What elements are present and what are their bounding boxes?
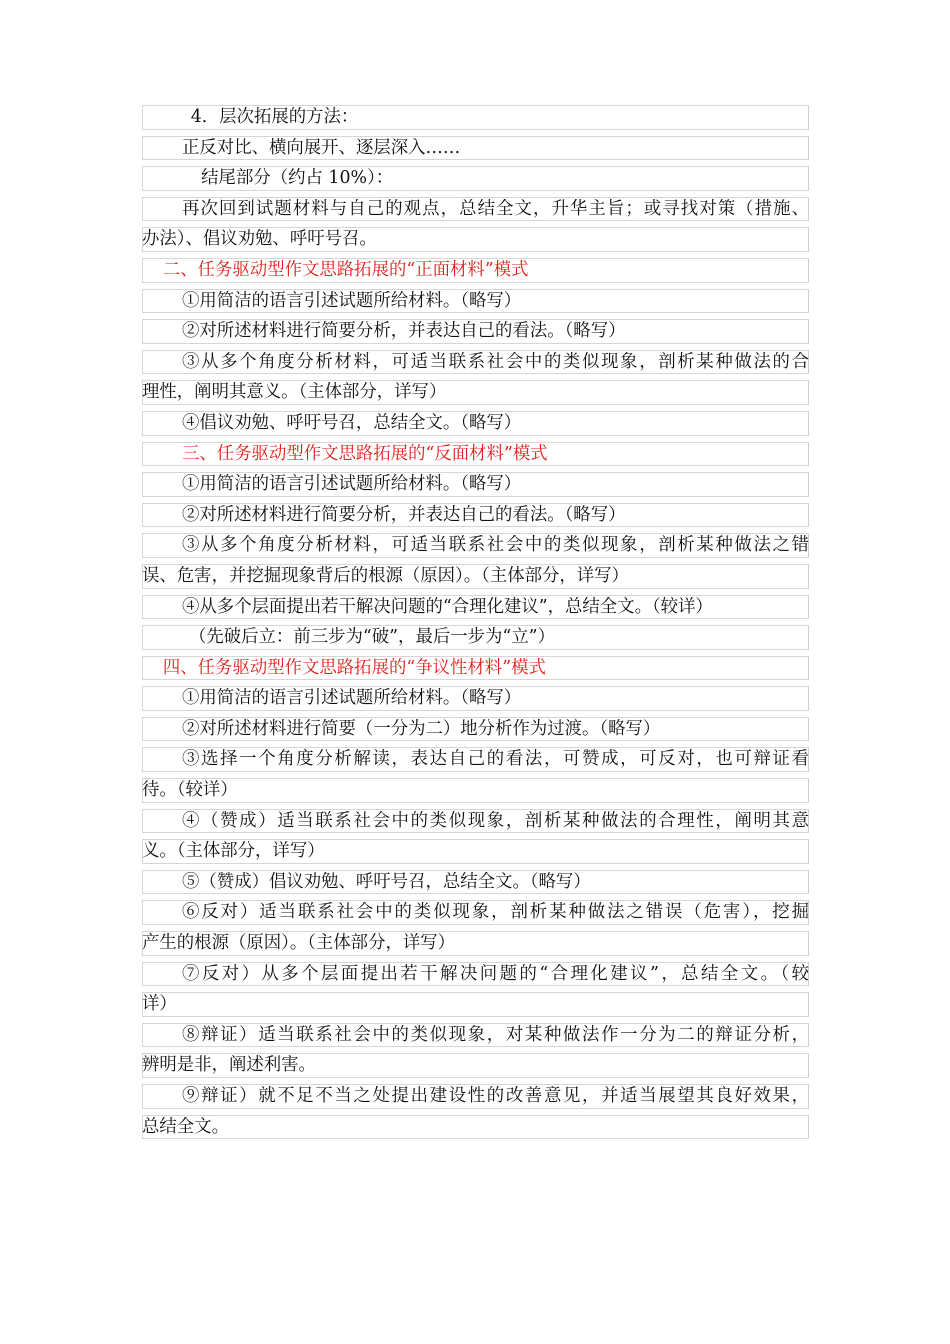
text-line (142, 316, 809, 347)
text-line (142, 744, 809, 775)
text-line (142, 377, 809, 408)
line-text: 结尾部分（约占 10%）： (201, 168, 394, 189)
line-text: 4．层次拓展的方法： (190, 107, 359, 127)
line-text: 四、任务驱动型作文思路拓展的“争议性材料”模式 (162, 657, 546, 678)
line-text: ①用简洁的语言引述试题所给材料。（略写） (182, 290, 522, 311)
text-line (142, 561, 809, 592)
line-text: 三、任务驱动型作文思路拓展的“反面材料”模式 (182, 443, 548, 464)
text-line (142, 775, 809, 806)
text-line (142, 133, 809, 164)
text-line (142, 224, 809, 255)
line-text: ④从多个层面提出若干解决问题的“合理化建议”，总结全文。（较详） (182, 596, 713, 617)
text-line (142, 1112, 809, 1143)
line-text: （先破后立：前三步为“破”，最后一步为“立”） (188, 627, 555, 648)
line-text: ②对所述材料进行简要（一分为二）地分析作为过渡。（略写） (182, 718, 661, 739)
text-line (142, 347, 809, 378)
document-body (142, 102, 809, 1142)
line-text: ③从多个角度分析材料，可适当联系社会中的类似现象，剖析某种做法之错 (182, 535, 809, 556)
text-line (142, 1020, 809, 1051)
line-text: ②对所述材料进行简要分析，并表达自己的看法。（略写） (182, 504, 626, 525)
text-line (142, 286, 809, 317)
line-text: ③从多个角度分析材料，可适当联系社会中的类似现象，剖析某种做法的合 (182, 351, 809, 372)
line-text: ①用简洁的语言引述试题所给材料。（略写） (182, 474, 522, 495)
text-line (142, 897, 809, 928)
text-line (142, 469, 809, 500)
line-text: 待。（较详） (142, 780, 238, 801)
text-line (142, 1050, 809, 1081)
line-text: 辨明是非，阐述利害。 (142, 1055, 316, 1076)
line-text: ①用简洁的语言引述试题所给材料。（略写） (182, 688, 522, 709)
section-heading (142, 255, 809, 286)
section-heading (142, 653, 809, 684)
text-line (142, 959, 809, 990)
text-line (142, 989, 809, 1020)
text-line (142, 683, 809, 714)
text-line (142, 408, 809, 439)
line-text: 再次回到试题材料与自己的观点，总结全文，升华主旨；或寻找对策（措施、 (182, 198, 809, 219)
line-text: ⑨辩证）就不足不当之处提出建设性的改善意见，并适当展望其良好效果， (182, 1086, 809, 1106)
line-text: ⑧辩证）适当联系社会中的类似现象，对某种做法作一分为二的辩证分析， (182, 1024, 809, 1045)
text-line (142, 714, 809, 745)
section-heading (142, 439, 809, 470)
line-text: 理性，阐明其意义。（主体部分，详写） (142, 382, 447, 403)
line-text: 总结全文。 (142, 1116, 229, 1137)
text-line (142, 102, 809, 133)
line-text: ③选择一个角度分析解读，表达自己的看法，可赞成，可反对，也可辩证看 (182, 749, 809, 770)
line-text: ⑦反对）从多个层面提出若干解决问题的“合理化建议”，总结全文。（较 (182, 963, 809, 984)
text-line (142, 194, 809, 225)
line-text: 二、任务驱动型作文思路拓展的“正面材料”模式 (162, 259, 529, 280)
text-line (142, 530, 809, 561)
text-line (142, 928, 809, 959)
line-text: ④（赞成）适当联系社会中的类似现象，剖析某种做法的合理性，阐明其意 (182, 810, 809, 831)
text-line (142, 806, 809, 837)
text-line (142, 867, 809, 898)
line-text: 办法）、倡议劝勉、呼吁号召。 (142, 229, 377, 250)
line-text: 正反对比、横向展开、逐层深入…… (182, 137, 461, 158)
line-text: 误、危害，并挖掘现象背后的根源（原因）。（主体部分，详写） (142, 565, 629, 586)
line-text: 产生的根源（原因）。（主体部分，详写） (142, 933, 456, 954)
line-text: ⑤（赞成）倡议劝勉、呼吁号召，总结全文。（略写） (182, 871, 591, 892)
text-line (142, 836, 809, 867)
text-line (142, 622, 809, 653)
text-line (142, 1081, 809, 1112)
line-text: 义。（主体部分，详写） (142, 841, 325, 862)
line-text: 详） (142, 994, 177, 1015)
line-text: ⑥反对）适当联系社会中的类似现象，剖析某种做法之错误（危害），挖掘 (182, 902, 809, 923)
text-line (142, 592, 809, 623)
line-text: ②对所述材料进行简要分析，并表达自己的看法。（略写） (182, 321, 626, 342)
text-line (142, 163, 809, 194)
text-line (142, 500, 809, 531)
line-text: ④倡议劝勉、呼吁号召，总结全文。（略写） (182, 412, 522, 433)
